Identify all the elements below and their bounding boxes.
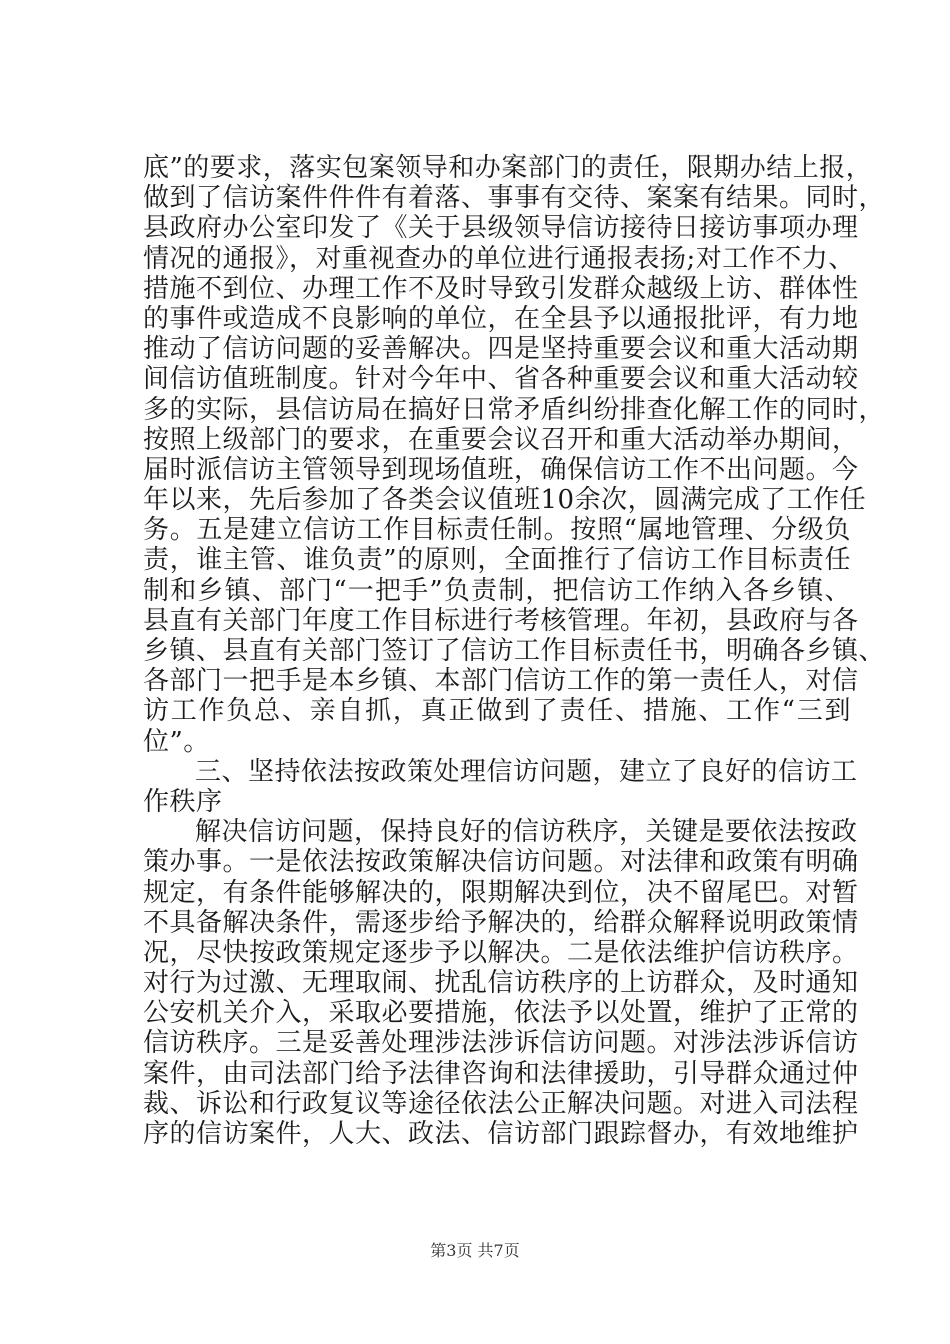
text-line: 制和乡镇、部门“一把手”负责制，把信访工作纳入各乡镇、 (143, 575, 851, 606)
text-line: 县政府办公室印发了《关于县级领导信访接待日接访事项办理 (143, 213, 859, 244)
text-line: 推动了信访问题的妥善解决。四是坚持重要会议和重大活动期 (143, 334, 859, 365)
text-line: 裁、诉讼和行政复议等途径依法公正解决问题。对进入司法程 (143, 1088, 859, 1119)
text-line: 不具备解决条件，需逐步给予解决的，给群众解释说明政策情 (143, 907, 859, 938)
page-footer: 第3页 共7页 (430, 1241, 520, 1260)
text-line: 底”的要求，落实包案领导和办案部门的责任，限期办结上报， (143, 153, 873, 183)
text-line: 按照上级部门的要求，在重要会议召开和重大活动举办期间， (143, 424, 859, 455)
text-line: 各部门一把手是本乡镇、本部门信访工作的第一责任人，对信 (143, 666, 859, 697)
text-line: 对行为过激、无理取闹、扰乱信访秩序的上访群众，及时通知 (143, 968, 859, 999)
text-line: 措施不到位、办理工作不及时导致引发群众越级上访、群体性 (143, 273, 859, 304)
text-line: 序的信访案件，人大、政法、信访部门跟踪督办，有效地维护 (143, 1119, 859, 1149)
text-line: 乡镇、县直有关部门签订了信访工作目标责任书，明确各乡镇、 (143, 636, 886, 666)
text-line: 信访秩序。三是妥善处理涉法涉诉信访问题。对涉法涉诉信访 (143, 1028, 859, 1059)
text-line: 策办事。一是依法按政策解决信访问题。对法律和政策有明确 (143, 847, 859, 878)
text-line: 访工作负总、亲自抓，真正做到了责任、措施、工作“三到 (143, 696, 851, 727)
text-line: 解决信访问题，保持良好的信访秩序，关键是要依法按政 (195, 817, 858, 848)
text-line: 务。五是建立信访工作目标责任制。按照“属地管理、分级负 (143, 515, 851, 546)
text-line: 届时派信访主管领导到现场值班，确保信访工作不出问题。今 (143, 454, 859, 485)
text-line: 作秩序 (143, 786, 223, 817)
text-line: 情况的通报》，对重视查办的单位进行通报表扬;对工作不力、 (143, 243, 855, 274)
text-line: 责，谁主管、谁负责”的原则，全面推行了信访工作目标责任 (143, 545, 851, 576)
text-line: 多的实际，县信访局在搞好日常矛盾纠纷排查化解工作的同时， (143, 394, 886, 425)
document-body (143, 153, 886, 1149)
text-line: 的事件或造成不良影响的单位，在全县予以通报批评，有力地 (143, 303, 859, 334)
text-line: 规定，有条件能够解决的，限期解决到位，决不留尾巴。对暂 (143, 877, 859, 908)
text-line: 位”。 (143, 726, 210, 757)
text-line: 三、坚持依法按政策处理信访问题，建立了良好的信访工 (195, 756, 858, 787)
text-line: 案件，由司法部门给予法律咨询和法律援助，引导群众通过仲 (143, 1058, 859, 1089)
text-line: 况，尽快按政策规定逐步予以解决。二是依法维护信访秩序。 (143, 937, 859, 968)
text-line: 县直有关部门年度工作目标进行考核管理。年初，县政府与各 (143, 605, 859, 636)
text-line: 年以来，先后参加了各类会议值班10余次，圆满完成了工作任 (143, 485, 867, 516)
text-line: 公安机关介入，采取必要措施，依法予以处置，维护了正常的 (143, 998, 859, 1029)
text-line: 间信访值班制度。针对今年中、省各种重要会议和重大活动较 (143, 364, 859, 395)
text-line: 做到了信访案件件件有着落、事事有交待、案案有结果。同时， (143, 183, 886, 214)
